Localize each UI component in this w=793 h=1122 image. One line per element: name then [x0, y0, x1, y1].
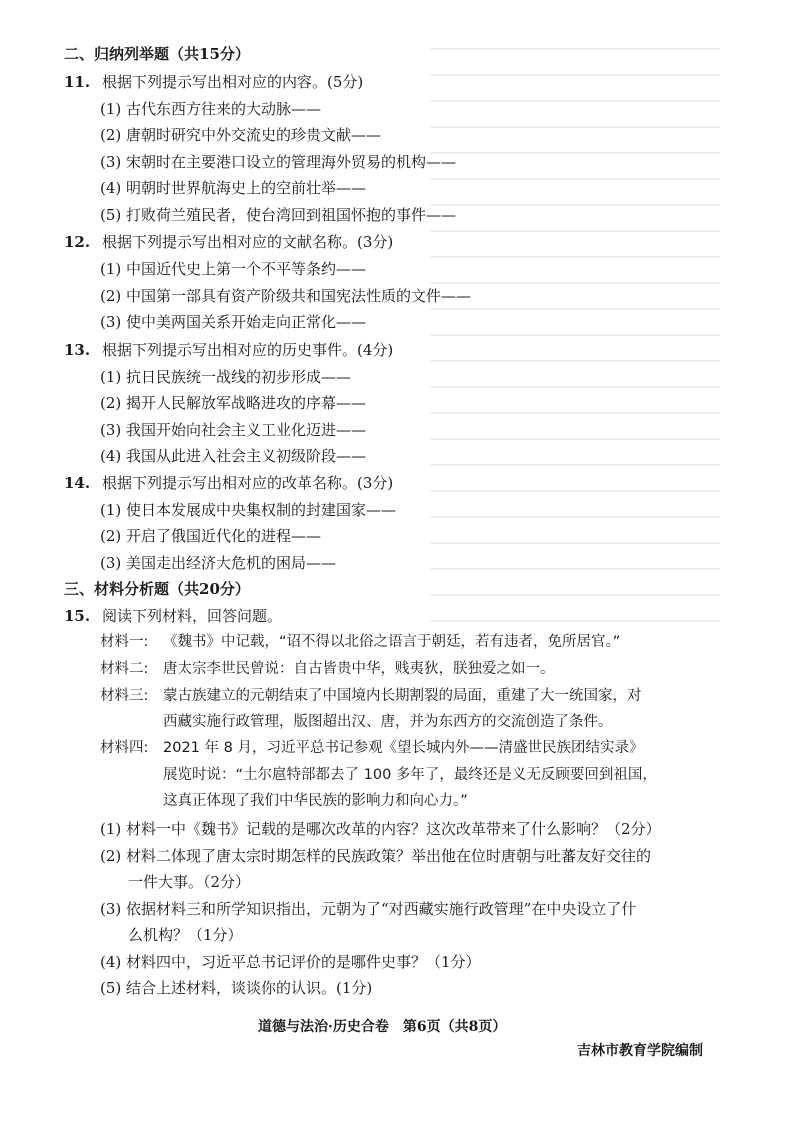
question-15 — [64, 606, 282, 626]
material-4-label: 材料四: — [100, 740, 149, 756]
question-11 — [64, 72, 363, 92]
material-2-text: 唐太宗李世民曾说：自古皆贵中华，贱夷狄，朕独爱之如一。 — [163, 661, 555, 677]
q12-item: (1) 中国近代史上第一个不平等条约—— — [100, 260, 367, 278]
material-3-text: 西藏实施行政管理，版图超出汉、唐，并为东西方的交流创造了条件。 — [163, 714, 613, 730]
question-14-text: 根据下列提示写出相对应的改革名称。(3分) — [102, 474, 394, 492]
q15-question: (3) 依据材料三和所学知识指出，元朝为了“对西藏实施行政管理”在中央设立了什 — [100, 900, 637, 918]
q15-question-cont: 么机构？（1分） — [128, 926, 243, 944]
page-footer: 道德与法治·历史合卷 第6页（共8页） — [258, 1019, 507, 1035]
q15-question: (1) 材料一中《魏书》记载的是哪次改革的内容？这次改革带来了什么影响？（2分） — [100, 820, 661, 838]
q15-question: (4) 材料四中，习近平总书记评价的是哪件史事？（1分） — [100, 953, 481, 971]
q13-item: (2) 揭开人民解放军战略进攻的序幕—— — [100, 394, 367, 412]
publisher-credit: 吉林市教育学院编制 — [577, 1043, 703, 1059]
question-12 — [64, 232, 393, 252]
material-3-label: 材料三: — [100, 688, 149, 704]
q14-item: (1) 使日本发展成中央集权制的封建国家—— — [100, 501, 397, 519]
section-3-title: 三、材料分析题（共20分） — [64, 580, 250, 598]
question-15-text: 阅读下列材料，回答问题。 — [102, 607, 283, 625]
question-12-number: 12. — [64, 233, 91, 251]
material-3-text: 蒙古族建立的元朝结束了中国境内长期割裂的局面，重建了大一统国家，对 — [163, 688, 642, 704]
question-13-number: 13. — [64, 341, 91, 359]
q11-item: (1) 古代东西方往来的大动脉—— — [100, 100, 322, 118]
bleed-through-texture — [430, 30, 720, 640]
material-4-text: 这真正体现了我们中华民族的影响力和向心力。” — [163, 793, 468, 809]
question-11-text: 根据下列提示写出相对应的内容。(5分) — [102, 73, 364, 91]
q14-item: (3) 美国走出经济大危机的困局—— — [100, 554, 337, 572]
material-1-label: 材料一: — [100, 634, 149, 650]
q13-item: (1) 抗日民族统一战线的初步形成—— — [100, 368, 352, 386]
material-2-label: 材料二: — [100, 661, 149, 677]
question-11-number: 11. — [64, 73, 91, 91]
q13-item: (3) 我国开始向社会主义工业化迈进—— — [100, 421, 367, 439]
q11-item: (2) 唐朝时研究中外交流史的珍贵文献—— — [100, 126, 382, 144]
q15-question: (5) 结合上述材料，谈谈你的认识。(1分) — [100, 979, 373, 997]
question-13 — [64, 340, 393, 360]
q11-item: (5) 打败荷兰殖民者，使台湾回到祖国怀抱的事件—— — [100, 206, 457, 224]
q15-question: (2) 材料二体现了唐太宗时期怎样的民族政策？举出他在位时唐朝与吐蕃友好交往的 — [100, 847, 652, 865]
q12-item: (2) 中国第一部具有资产阶级共和国宪法性质的文件—— — [100, 287, 472, 305]
material-4-text: 2021 年 8 月，习近平总书记参观《望长城内外——清盛世民族团结实录》 — [163, 740, 644, 756]
question-12-text: 根据下列提示写出相对应的文献名称。(3分) — [102, 233, 394, 251]
question-15-number: 15. — [64, 607, 91, 625]
material-1-text: 《魏书》中记载，“诏不得以北俗之语言于朝廷，若有违者，免所居官。” — [163, 634, 621, 650]
section-2-title: 二、归纳列举题（共15分） — [64, 45, 250, 63]
question-14 — [64, 473, 393, 493]
q13-item: (4) 我国从此进入社会主义初级阶段—— — [100, 447, 367, 465]
question-13-text: 根据下列提示写出相对应的历史事件。(4分) — [102, 341, 394, 359]
q15-question-cont: 一件大事。（2分） — [128, 873, 251, 891]
material-4-text: 展览时说：“土尔扈特部都去了 100 多年了，最终还是义无反顾要回到祖国， — [163, 767, 657, 783]
q11-item: (3) 宋朝时在主要港口设立的管理海外贸易的机构—— — [100, 153, 457, 171]
q11-item: (4) 明朝时世界航海史上的空前壮举—— — [100, 179, 367, 197]
question-14-number: 14. — [64, 474, 91, 492]
q12-item: (3) 使中美两国关系开始走向正常化—— — [100, 313, 367, 331]
q14-item: (2) 开启了俄国近代化的进程—— — [100, 527, 322, 545]
